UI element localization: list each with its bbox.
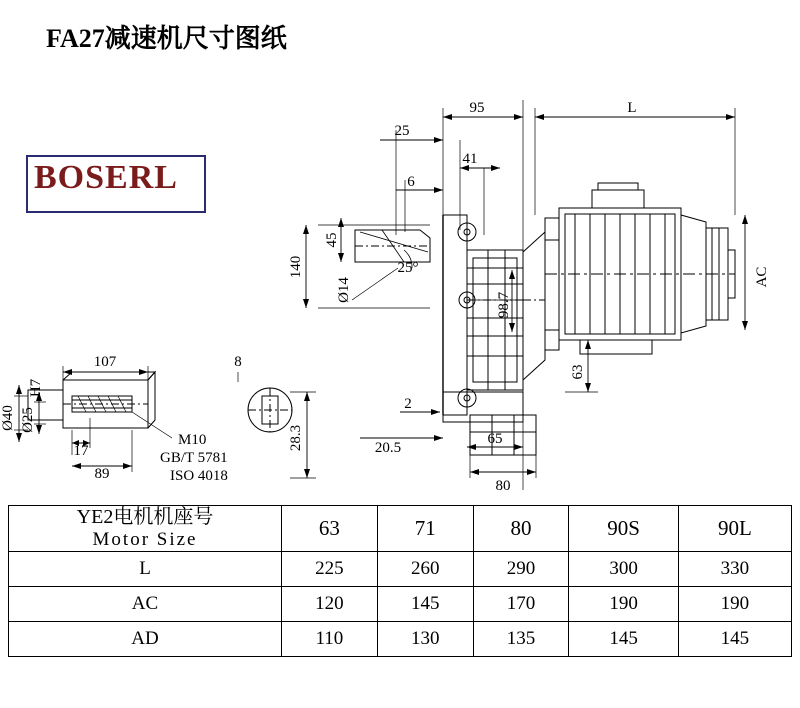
dim-6: 6 bbox=[407, 174, 415, 190]
row-label-ad: AD bbox=[9, 621, 282, 656]
header-size-71: 71 bbox=[377, 506, 473, 552]
dim-65: 65 bbox=[487, 431, 503, 447]
cell-ad-63: 110 bbox=[282, 621, 378, 656]
row-label-l: L bbox=[9, 551, 282, 586]
dim-AC: AC bbox=[754, 266, 770, 288]
dim-dia40: Ø40 bbox=[0, 405, 16, 431]
cell-ac-90s: 190 bbox=[569, 586, 678, 621]
dim-45: 45 bbox=[324, 232, 340, 248]
dim-28-3: 28.3 bbox=[288, 424, 304, 452]
dim-25deg: 25° bbox=[397, 260, 419, 276]
cell-ad-90s: 145 bbox=[569, 621, 678, 656]
table-row bbox=[9, 621, 792, 656]
dim-41: 41 bbox=[462, 151, 478, 167]
note-gbt: GB/T 5781 bbox=[160, 450, 228, 466]
cell-ad-80: 135 bbox=[473, 621, 569, 656]
dim-L: L bbox=[627, 100, 637, 116]
dim-95: 95 bbox=[469, 100, 485, 116]
dim-h7: H7 bbox=[28, 378, 44, 398]
spec-table bbox=[8, 505, 792, 657]
dim-98-7: 98.7 bbox=[496, 291, 512, 319]
dim-20-5: 20.5 bbox=[374, 440, 402, 456]
page-title: FA27减速机尺寸图纸 bbox=[46, 24, 287, 53]
dim-80: 80 bbox=[495, 478, 511, 494]
dim-63: 63 bbox=[570, 364, 586, 380]
cell-ad-71: 130 bbox=[377, 621, 473, 656]
cell-l-63: 225 bbox=[282, 551, 378, 586]
table-header-row bbox=[9, 506, 792, 552]
header-size-63: 63 bbox=[282, 506, 378, 552]
cell-l-80: 290 bbox=[473, 551, 569, 586]
dim-17: 17 bbox=[73, 443, 89, 459]
cell-ad-90l: 145 bbox=[678, 621, 791, 656]
header-label-cn: YE2电机机座号 bbox=[76, 506, 214, 528]
header-size-90l: 90L bbox=[678, 506, 791, 552]
cell-l-71: 260 bbox=[377, 551, 473, 586]
cell-ac-80: 170 bbox=[473, 586, 569, 621]
note-m10: M10 bbox=[178, 432, 207, 448]
dim-107: 107 bbox=[93, 354, 117, 370]
header-size-80: 80 bbox=[473, 506, 569, 552]
dim-89: 89 bbox=[94, 466, 110, 482]
dim-dia14: Ø14 bbox=[336, 277, 352, 303]
table-row bbox=[9, 586, 792, 621]
header-label-cell bbox=[9, 506, 282, 552]
note-iso: ISO 4018 bbox=[170, 468, 228, 484]
cell-ac-71: 145 bbox=[377, 586, 473, 621]
cell-l-90l: 330 bbox=[678, 551, 791, 586]
cell-ac-63: 120 bbox=[282, 586, 378, 621]
dim-2: 2 bbox=[404, 396, 412, 412]
header-size-90s: 90S bbox=[569, 506, 678, 552]
logo-text: BOSERL bbox=[34, 159, 178, 196]
row-label-ac: AC bbox=[9, 586, 282, 621]
cell-ac-90l: 190 bbox=[678, 586, 791, 621]
cell-l-90s: 300 bbox=[569, 551, 678, 586]
header-label-en: Motor Size bbox=[92, 529, 198, 550]
dim-dia25h7: Ø25 bbox=[20, 407, 36, 433]
dim-8: 8 bbox=[234, 354, 242, 370]
dim-140: 140 bbox=[288, 255, 304, 279]
table-row bbox=[9, 551, 792, 586]
dim-25: 25 bbox=[394, 123, 410, 139]
